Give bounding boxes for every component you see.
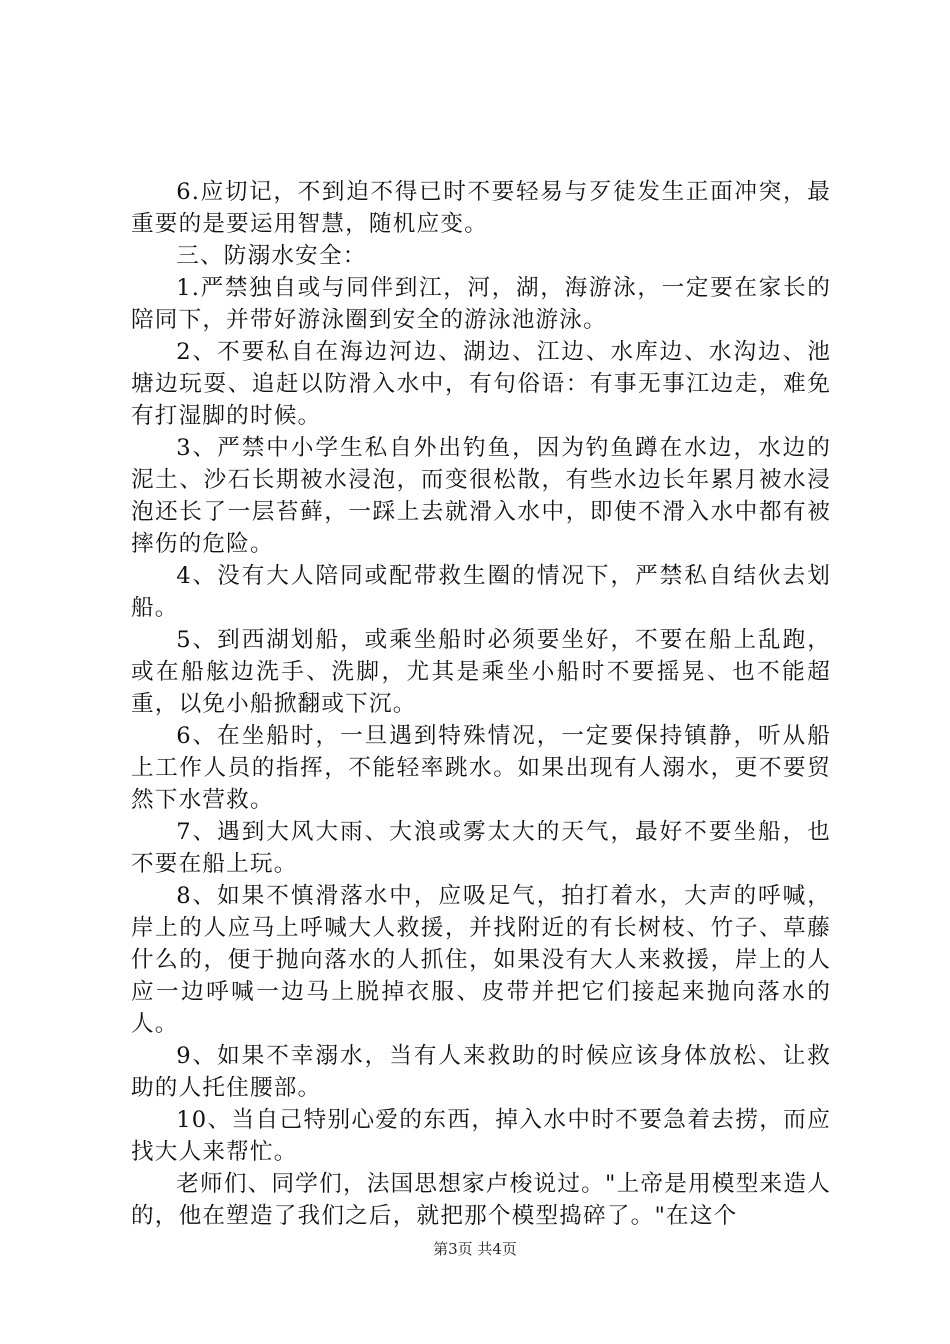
paragraph: 3、严禁中小学生私自外出钓鱼，因为钓鱼蹲在水边，水边的泥土、沙石长期被水浸泡，而变很松散，有些水边长年累月被水浸泡还长了一层苔藓，一踩上去就滑入水中，即使不滑入水中都有被摔伤的危险。 (131, 435, 831, 557)
paragraph: 6、在坐船时，一旦遇到特殊情况，一定要保持镇静，听从船上工作人员的指挥，不能轻率跳水。如果出现有人溺水，更不要贸然下水营救。 (131, 723, 831, 813)
paragraph: 9、如果不幸溺水，当有人来救助的时候应该身体放松、让救助的人托住腰部。 (131, 1043, 831, 1101)
paragraph: 4、没有大人陪同或配带救生圈的情况下，严禁私自结伙去划船。 (131, 563, 831, 621)
document-body (131, 176, 831, 1232)
section-heading: 三、防溺水安全： (176, 243, 367, 269)
paragraph: 老师们、同学们，法国思想家卢梭说过。"上帝是用模型来造人的，他在塑造了我们之后，就把那个模型捣碎了。"在这个 (131, 1171, 831, 1229)
page-footer (0, 1238, 950, 1259)
paragraph: 10、当自己特别心爱的东西，掉入水中时不要急着去捞，而应找大人来帮忙。 (131, 1107, 831, 1165)
paragraph: 8、如果不慎滑落水中，应吸足气，拍打着水，大声的呼喊，岸上的人应马上呼喊大人救援，并找附近的有长树枝、竹子、草藤什么的，便于抛向落水的人抓住，如果没有大人来救援，岸上的人应一边呼喊一边马上脱掉衣服、皮带并把它们接起来抛向落水的人。 (131, 883, 831, 1037)
paragraph: 1.严禁独自或与同伴到江，河，湖，海游泳，一定要在家长的陪同下，并带好游泳圈到安全的游泳池游泳。 (131, 275, 831, 333)
paragraph: 6.应切记，不到迫不得已时不要轻易与歹徒发生正面冲突，最重要的是要运用智慧，随机应变。 (131, 179, 831, 237)
page-number: 第3页 共4页 (433, 1240, 517, 1258)
paragraph: 5、到西湖划船，或乘坐船时必须要坐好，不要在船上乱跑，或在船舷边洗手、洗脚，尤其是乘坐小船时不要摇晃、也不能超重，以免小船掀翻或下沉。 (131, 627, 831, 717)
paragraph: 7、遇到大风大雨、大浪或雾太大的天气，最好不要坐船，也不要在船上玩。 (131, 819, 831, 877)
paragraph: 2、不要私自在海边河边、湖边、江边、水库边、水沟边、池塘边玩耍、追赶以防滑入水中，有句俗语：有事无事江边走，难免有打湿脚的时候。 (131, 339, 831, 429)
